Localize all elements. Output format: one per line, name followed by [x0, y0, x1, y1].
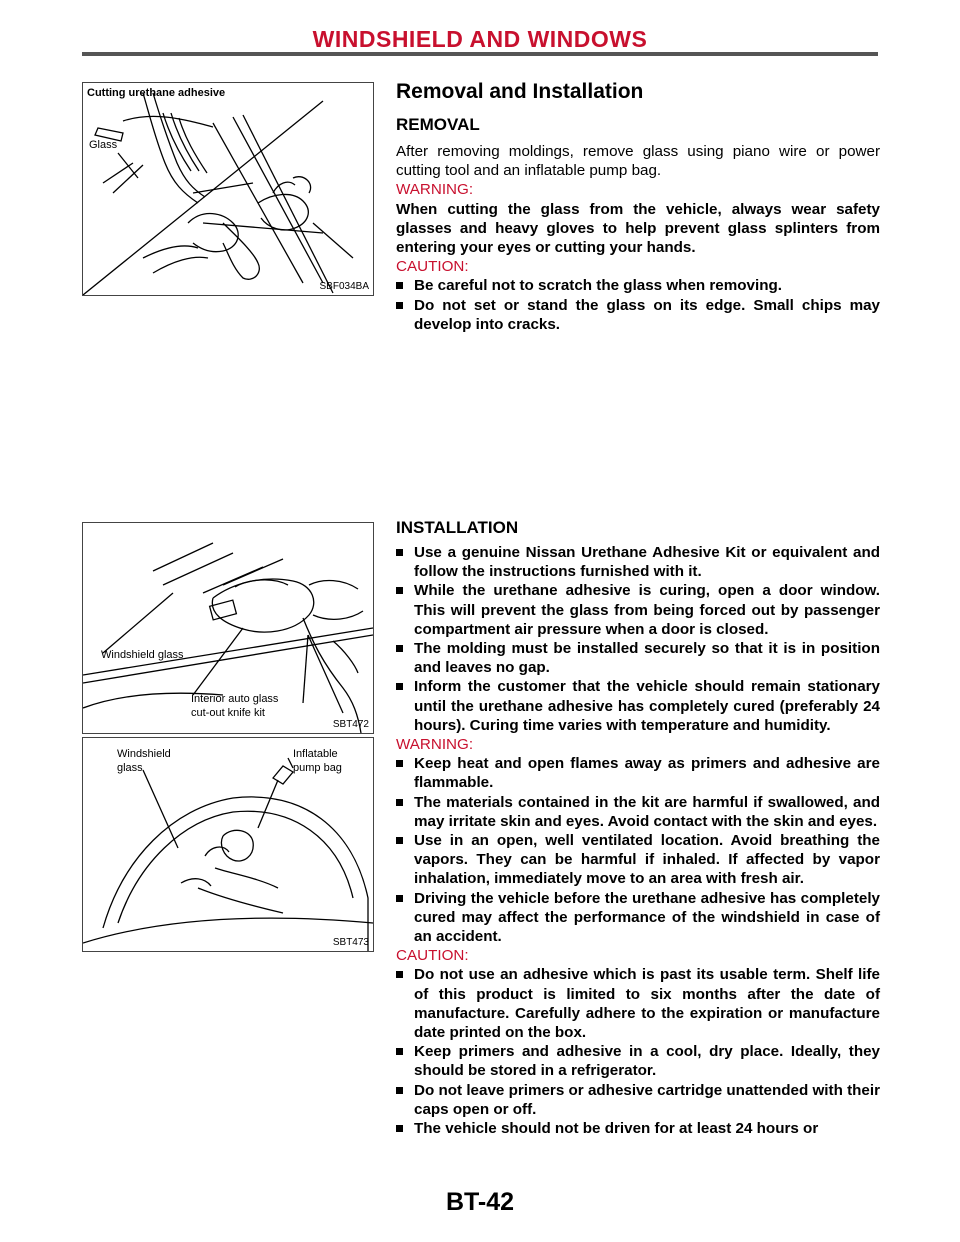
- header-rule: [82, 52, 878, 56]
- figure-installation-knife: [82, 522, 374, 734]
- installation-section: [396, 517, 880, 1138]
- figure-code: SBT472: [332, 719, 369, 730]
- list-item: Be careful not to scratch the glass when removing.: [396, 276, 880, 295]
- list-item: Do not set or stand the glass on its edge. Small chips may develop into cracks.: [396, 296, 880, 334]
- bullet-icon: [396, 302, 403, 309]
- bullet-icon: [396, 1048, 403, 1055]
- removal-heading: REMOVAL: [396, 115, 480, 134]
- bullet-icon: [396, 1087, 403, 1094]
- list-item: While the urethane adhesive is curing, open a door window. This will prevent the glass from being forced out by passenger compartment air pressure when a door is closed.: [396, 581, 880, 639]
- figure-code: SBT473: [332, 937, 369, 948]
- installation-heading: INSTALLATION: [396, 518, 519, 537]
- bullet-icon: [396, 549, 403, 556]
- label-bag-line1: Inflatable: [293, 748, 338, 760]
- removal-caution-list: [396, 276, 880, 334]
- removal-section: [396, 80, 880, 334]
- page-header-title: WINDSHIELD AND WINDOWS: [312, 26, 648, 52]
- removal-warning-label: WARNING:: [396, 181, 474, 199]
- list-item: The molding must be installed securely so that it is in position and leaves no gap.: [396, 639, 880, 677]
- bullet-icon: [396, 895, 403, 902]
- list-item: The vehicle should not be driven for at least 24 hours or: [396, 1119, 880, 1138]
- list-item: Driving the vehicle before the urethane adhesive has completely cured may affect the performance of the windshield in case of an accident.: [396, 889, 880, 947]
- figure-pump-bag: [82, 737, 374, 952]
- installation-caution-list: [396, 965, 880, 1138]
- list-item: Keep heat and open flames away as primers and adhesive are flammable.: [396, 754, 880, 792]
- list-item: Inform the customer that the vehicle should remain stationary until the urethane adhesive has completely cured (preferably 24 hours). Curing time varies with temperature and humidity.: [396, 677, 880, 735]
- bullet-icon: [396, 837, 403, 844]
- label-knife-line1: Interior auto glass: [191, 693, 279, 705]
- bullet-icon: [396, 282, 403, 289]
- bullet-icon: [396, 1125, 403, 1132]
- installation-warning-label: WARNING:: [396, 736, 474, 754]
- section-title: Removal and Installation: [396, 80, 644, 103]
- bullet-icon: [396, 587, 403, 594]
- bullet-icon: [396, 645, 403, 652]
- removal-intro: After removing moldings, remove glass using piano wire or power cutting tool and an inflatable pump bag.: [396, 143, 880, 180]
- list-item: Do not use an adhesive which is past its usable term. Shelf life of this product is limited to six months after the date of manufacture. Carefully adhere to the expiration or manufacture date printed on the box.: [396, 965, 880, 1042]
- bullet-icon: [396, 683, 403, 690]
- bullet-icon: [396, 760, 403, 767]
- label-windshield-glass: Windshield glass: [101, 649, 184, 661]
- cutting-illustration: [83, 83, 373, 295]
- installation-warning-list: [396, 754, 880, 946]
- list-item: Use in an open, well ventilated location. Avoid breathing the vapors. They can be harmful if inhaled. If affected by vapor inhalation, immediately move to an area with fresh air.: [396, 831, 880, 889]
- label-windshield-line2: glass: [117, 762, 143, 774]
- figure-code: SBF034BA: [319, 281, 369, 292]
- list-item: The materials contained in the kit are harmful if swallowed, and may irritate skin and eyes. Avoid contact with the skin and eyes.: [396, 793, 880, 831]
- label-glass: Glass: [89, 139, 118, 151]
- label-knife-line2: cut-out knife kit: [191, 707, 265, 719]
- bullet-icon: [396, 799, 403, 806]
- figure-caption: Cutting urethane adhesive: [87, 87, 226, 99]
- list-item: Keep primers and adhesive in a cool, dry place. Ideally, they should be stored in a refrigerator.: [396, 1042, 880, 1080]
- figure-cutting-urethane: [82, 82, 374, 296]
- bullet-icon: [396, 971, 403, 978]
- installation-list: [396, 543, 880, 735]
- list-item: Use a genuine Nissan Urethane Adhesive Kit or equivalent and follow the instructions furnished with it.: [396, 543, 880, 581]
- page-number: BT-42: [445, 1188, 515, 1216]
- removal-warning-text: When cutting the glass from the vehicle, always wear safety glasses and heavy gloves to help prevent glass splinters from entering your eyes or cutting your hands.: [396, 200, 880, 257]
- installation-caution-label: CAUTION:: [396, 947, 469, 965]
- label-windshield-line1: Windshield: [117, 748, 171, 760]
- label-bag-line2: pump bag: [293, 762, 342, 774]
- list-item: Do not leave primers or adhesive cartridge unattended with their caps open or off.: [396, 1081, 880, 1119]
- removal-caution-label: CAUTION:: [396, 258, 469, 276]
